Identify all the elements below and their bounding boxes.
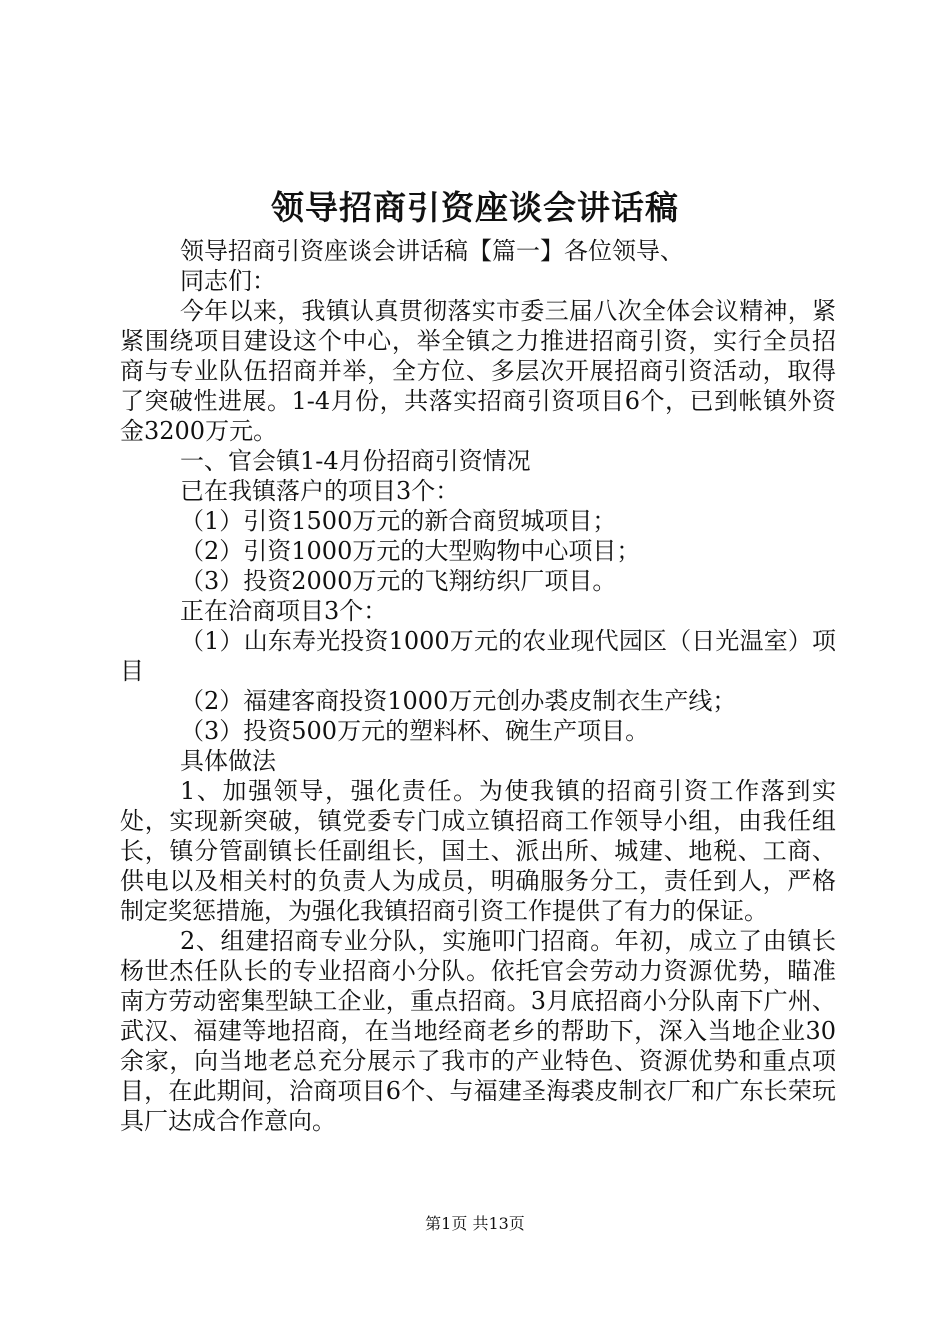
paragraph-3: 今年以来，我镇认真贯彻落实市委三届八次全体会议精神，紧紧围绕项目建设这个中心，举全镇之力推进招商引资，实行全员招商与专业队伍招商并举，全方位、多层次开展招商引资活动，取得了突破性进展。1-4月份，共落实招商引资项目6个，已到帐镇外资金3200万元。	[120, 297, 836, 445]
paragraph-7: （2）引资1000万元的大型购物中心项目；	[180, 537, 641, 565]
paragraph-8: （3）投资2000万元的飞翔纺织厂项目。	[180, 567, 617, 595]
paragraph-15: 2、组建招商专业分队，实施叩门招商。年初，成立了由镇长杨世杰任队长的专业招商小分队。依托官会劳动力资源优势，瞄准南方劳动密集型缺工企业，重点招商。3月底招商小分队南下广州、武汉、福建等地招商，在当地经商老乡的帮助下，深入当地企业30余家，向当地老总充分展示了我市的产业特色、资源优势和重点项目，在此期间，洽商项目6个、与福建圣海裘皮制衣厂和广东长荣玩具厂达成合作意向。	[120, 927, 836, 1135]
paragraph-11: （2）福建客商投资1000万元创办裘皮制衣生产线；	[180, 687, 737, 715]
paragraph-10: （1）山东寿光投资1000万元的农业现代园区（日光温室）项目	[120, 627, 836, 685]
paragraph-9: 正在洽商项目3个：	[180, 597, 388, 625]
document-title: 领导招商引资座谈会讲话稿	[271, 188, 679, 227]
page-footer: 第1页 共13页	[425, 1214, 525, 1233]
paragraph-4: 一、官会镇1-4月份招商引资情况	[180, 447, 531, 475]
paragraph-1: 领导招商引资座谈会讲话稿【篇一】各位领导、	[180, 237, 684, 265]
paragraph-13: 具体做法	[180, 747, 276, 775]
paragraph-6: （1）引资1500万元的新合商贸城项目；	[180, 507, 617, 535]
paragraph-12: （3）投资500万元的塑料杯、碗生产项目。	[180, 717, 650, 745]
paragraph-2: 同志们：	[180, 267, 276, 295]
paragraph-14: 1、加强领导，强化责任。为使我镇的招商引资工作落到实处，实现新突破，镇党委专门成立镇招商工作领导小组，由我任组长，镇分管副镇长任副组长，国土、派出所、城建、地税、工商、供电以及相关村的负责人为成员，明确服务分工，责任到人，严格制定奖惩措施，为强化我镇招商引资工作提供了有力的保证。	[120, 777, 836, 925]
paragraph-5: 已在我镇落户的项目3个：	[180, 477, 460, 505]
document-body	[120, 236, 836, 1136]
